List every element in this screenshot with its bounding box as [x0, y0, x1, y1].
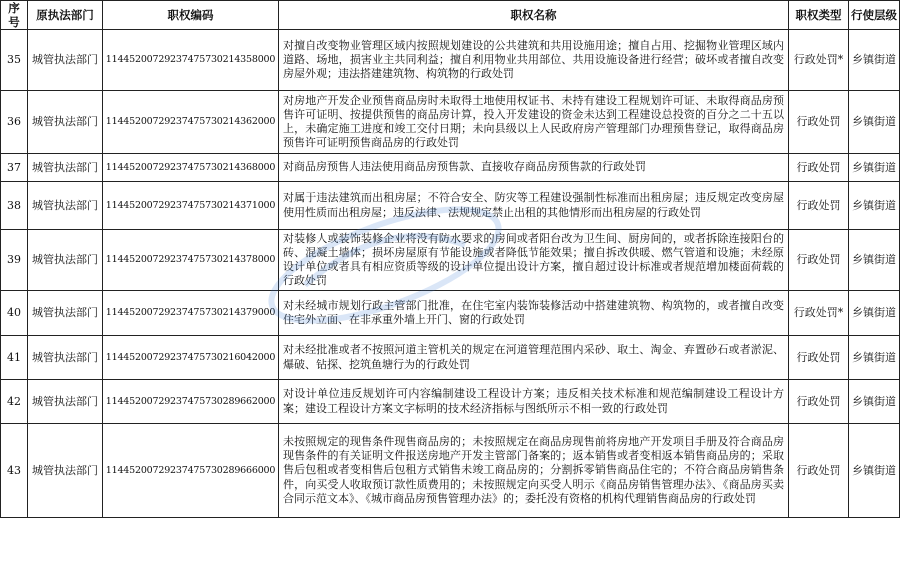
- row-type: 行政处罚: [789, 424, 849, 518]
- table-row: [1, 424, 900, 518]
- row-type: 行政处罚: [789, 182, 849, 230]
- row-type: 行政处罚: [789, 336, 849, 380]
- row-dept: 城管执法部门: [28, 91, 103, 154]
- row-level: 乡镇街道: [849, 424, 900, 518]
- table-row: [1, 336, 900, 380]
- row-code: 11445200729237475730289662000: [103, 380, 279, 424]
- row-code: 11445200729237475730289666000: [103, 424, 279, 518]
- header-code: 职权编码: [103, 1, 279, 30]
- row-level: 乡镇街道: [849, 30, 900, 91]
- row-dept: 城管执法部门: [28, 182, 103, 230]
- row-name: 未按照规定的现售条件现售商品房的；未按照规定在商品房现售前将房地产开发项目手册及符合商品房现售条件的有关证明文件报送房地产开发主管部门备案的；返本销售或者变相返本销售商品房的；采取售后包租或者变相售后包租方式销售未竣工商品房的；分割拆零销售商品住宅的；不符合商品房销售条件，向买受人收取预订款性质费用的；未按照规定向买受人明示《商品房销售管理办法》、《商品房买卖合同示范文本》、《城市商品房预售管理办法》的；委托没有资格的机构代理销售商品房的行政处罚: [279, 424, 789, 518]
- row-name: 对房地产开发企业预售商品房时未取得土地使用权证书、未持有建设工程规划许可证、未取得商品房预售许可证明、按提供预售的商品房计算，投入开发建设的资金未达到工程建设总投资的百分之二十五以上，未确定施工进度和竣工交付日期；未向县级以上人民政府房产管理部门办理预售登记，取得商品房预售许可证明预售商品房的行政处罚: [279, 91, 789, 154]
- row-code: 11445200729237475730216042000: [103, 336, 279, 380]
- row-seq: 43: [1, 424, 28, 518]
- row-seq: 37: [1, 154, 28, 182]
- row-type: 行政处罚*: [789, 291, 849, 336]
- row-type: 行政处罚: [789, 380, 849, 424]
- row-seq: 39: [1, 230, 28, 291]
- table-row: [1, 154, 900, 182]
- table-row: [1, 182, 900, 230]
- row-name: 对擅自改变物业管理区域内按照规划建设的公共建筑和共用设施用途；擅自占用、挖掘物业管理区域内道路、场地，损害业主共同利益；擅自利用物业共用部位、共用设施设备进行经营；破坏或者擅自改变房屋外观；违法搭建建筑物、构筑物的行政处罚: [279, 30, 789, 91]
- header-name: 职权名称: [279, 1, 789, 30]
- table-row: [1, 91, 900, 154]
- header-dept: 原执法部门: [28, 1, 103, 30]
- header-level: 行使层级: [849, 1, 900, 30]
- row-name: 对商品房预售人违法使用商品房预售款、直接收存商品房预售款的行政处罚: [279, 154, 789, 182]
- row-type: 行政处罚: [789, 230, 849, 291]
- row-dept: 城管执法部门: [28, 30, 103, 91]
- row-dept: 城管执法部门: [28, 336, 103, 380]
- row-dept: 城管执法部门: [28, 154, 103, 182]
- row-level: 乡镇街道: [849, 380, 900, 424]
- row-dept: 城管执法部门: [28, 291, 103, 336]
- row-seq: 35: [1, 30, 28, 91]
- row-level: 乡镇街道: [849, 230, 900, 291]
- row-seq: 40: [1, 291, 28, 336]
- row-dept: 城管执法部门: [28, 380, 103, 424]
- row-level: 乡镇街道: [849, 91, 900, 154]
- row-seq: 41: [1, 336, 28, 380]
- row-level: 乡镇街道: [849, 336, 900, 380]
- row-dept: 城管执法部门: [28, 230, 103, 291]
- row-level: 乡镇街道: [849, 154, 900, 182]
- row-code: 11445200729237475730214368000: [103, 154, 279, 182]
- row-seq: 38: [1, 182, 28, 230]
- row-code: 11445200729237475730214379000: [103, 291, 279, 336]
- row-name: 对未经批准或者不按照河道主管机关的规定在河道管理范围内采砂、取土、淘金、弃置砂石或者淤泥、爆破、钻探、挖筑鱼塘行为的行政处罚: [279, 336, 789, 380]
- row-name: 对装修人或装饰装修企业将没有防水要求的房间或者阳台改为卫生间、厨房间的，或者拆除连接阳台的砖、混凝土墙体；损坏房屋原有节能设施或者降低节能效果；擅自拆改供暖、燃气管道和设施；未经原设计单位或者具有相应资质等级的设计单位提出设计方案，擅自超过设计标准或者规范增加楼面荷载的行政处罚: [279, 230, 789, 291]
- row-type: 行政处罚: [789, 91, 849, 154]
- table-row: [1, 291, 900, 336]
- row-type: 行政处罚: [789, 154, 849, 182]
- row-level: 乡镇街道: [849, 291, 900, 336]
- row-code: 11445200729237475730214362000: [103, 91, 279, 154]
- row-seq: 36: [1, 91, 28, 154]
- row-type: 行政处罚*: [789, 30, 849, 91]
- row-name: 对设计单位违反规划许可内容编制建设工程设计方案；违反相关技术标准和规范编制建设工程设计方案；建设工程设计方案文字标明的技术经济指标与图纸所示不相一致的行政处罚: [279, 380, 789, 424]
- table-row: [1, 30, 900, 91]
- row-name: 对属于违法建筑而出租房屋；不符合安全、防灾等工程建设强制性标准而出租房屋；违反规定改变房屋使用性质而出租房屋；违反法律、法规规定禁止出租的其他情形而出租房屋的行政处罚: [279, 182, 789, 230]
- header-seq: 序号: [1, 1, 28, 30]
- row-seq: 42: [1, 380, 28, 424]
- row-code: 11445200729237475730214371000: [103, 182, 279, 230]
- table-row: [1, 380, 900, 424]
- row-level: 乡镇街道: [849, 182, 900, 230]
- header-row: [1, 1, 900, 30]
- row-code: 11445200729237475730214378000: [103, 230, 279, 291]
- row-dept: 城管执法部门: [28, 424, 103, 518]
- table-row: [1, 230, 900, 291]
- row-name: 对未经城市规划行政主管部门批准，在住宅室内装饰装修活动中搭建建筑物、构筑物的，或者擅自改变住宅外立面、在非承重外墙上开门、窗的行政处罚: [279, 291, 789, 336]
- row-code: 11445200729237475730214358000: [103, 30, 279, 91]
- header-type: 职权类型: [789, 1, 849, 30]
